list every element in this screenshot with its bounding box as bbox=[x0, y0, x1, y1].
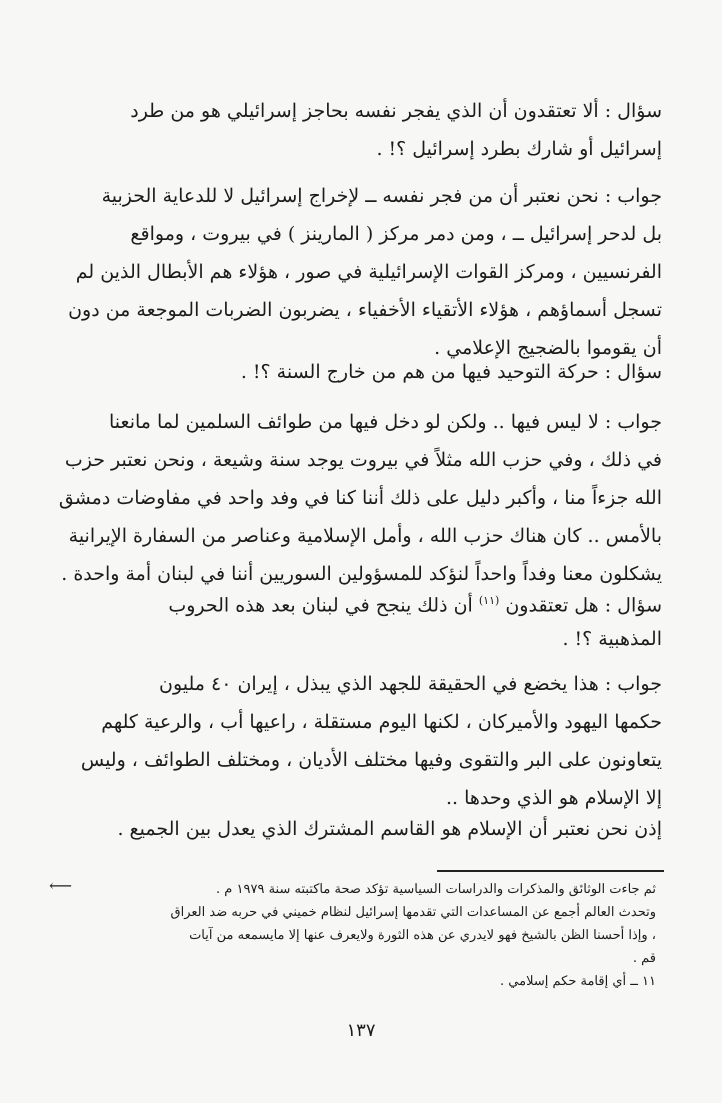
closing-line-1: إذن نحن نعتبر أن الإسلام هو القاسم المشترك الذي يعدل بين الجميع . bbox=[117, 818, 662, 840]
closing-statement bbox=[62, 810, 662, 848]
footnote-line-1: ثم جاءت الوثائق والمذكرات والدراسات السياسية تؤكد صحة ماكتبته سنة ١٩٧٩ م . bbox=[216, 882, 656, 897]
continuation-arrow-icon: ⟵ bbox=[49, 876, 72, 895]
answer-2-line-2: في ذلك ، وفي حزب الله مثلاً في بيروت يوجد سنة وشيعة ، ونحن نعتبر حزب bbox=[64, 449, 662, 471]
answer-3-line-1: جواب : هذا يخضع في الحقيقة للجهد الذي يبذل ، إيران ٤٠ مليون bbox=[158, 673, 662, 695]
answer-2-line-4: بالأمس .. كان هناك حزب الله ، وأمل الإسلامية وعناصر من السفارة الإيرانية bbox=[68, 525, 662, 547]
question-1 bbox=[62, 92, 662, 168]
footnote-line-4: قم . bbox=[632, 951, 656, 966]
answer-3-line-2: حكمها اليهود والأميركان ، لكنها اليوم مستقلة ، راعيها أب ، والرعية كلهم bbox=[101, 711, 662, 733]
question-3-line-2: المذهبية ؟! . bbox=[562, 628, 662, 650]
question-3-line-1-end: أن ذلك ينجح في لبنان بعد هذه الحروب bbox=[168, 594, 473, 617]
answer-1-line-3: الفرنسيين ، ومركز القوات الإسرائيلية في صور ، هؤلاء هم الأبطال الذين لم bbox=[75, 261, 662, 283]
question-3-line-1-start: سؤال : هل تعتقدون bbox=[505, 594, 662, 617]
answer-2-line-5: يشكلون معنا وفداً واحداً لنؤكد للمسؤولين السوريين أننا في لبنان أمة واحدة . bbox=[61, 563, 662, 585]
question-3-line-1 bbox=[62, 582, 662, 620]
answer-3-line-4: إلا الإسلام هو الذي وحدها .. bbox=[446, 787, 662, 809]
footnote-line-3: ، وإذا أحسنا الظن بالشيخ فهو لايدري عن هذه الثورة ولايعرف عنها إلا مايسمعه من آيات bbox=[189, 928, 656, 943]
footnote-11 bbox=[56, 970, 656, 993]
question-1-line-1: سؤال : ألا تعتقدون أن الذي يفجر نفسه بحاجز إسرائيلي هو من طرد bbox=[130, 100, 662, 122]
footnote-ref-11: (١١) bbox=[478, 594, 500, 607]
answer-1-line-4: تسجل أسماؤهم ، هؤلاء الأتقياء الأخفياء ، يضربون الضربات الموجعة من دون bbox=[68, 299, 662, 321]
answer-1-line-1: جواب : نحن نعتبر أن من فجر نفسه ــ لإخراج إسرائيل لا للدعاية الحزبية bbox=[101, 185, 662, 207]
answer-3-line-3: يتعاونون على البر والتقوى وفيها مختلف الأديان ، ومختلف الطوائف ، وليس bbox=[80, 749, 662, 771]
answer-2-line-3: الله جزءاً منا ، وأكبر دليل على ذلك أننا كنا في وفد واحد في مفاوضات دمشق bbox=[58, 487, 662, 509]
answer-3 bbox=[62, 665, 662, 817]
footnote-continuation bbox=[56, 878, 656, 970]
answer-1 bbox=[62, 177, 662, 367]
answer-2 bbox=[58, 403, 662, 593]
footnote-11-text: ١١ ــ أي إقامة حكم إسلامي . bbox=[500, 974, 656, 989]
answer-2-line-1: جواب : لا ليس فيها .. ولكن لو دخل فيها من طوائف السلمين لما مانعنا bbox=[109, 411, 662, 433]
answer-1-line-5: أن يقوموا بالضجيج الإعلامي . bbox=[434, 337, 662, 359]
footnote-line-2: وتحدث العالم أجمع عن المساعدات التي تقدمها إسرائيل لنظام خميني في حربه ضد العراق bbox=[170, 905, 656, 920]
question-2-line-1: سؤال : حركة التوحيد فيها من هم من خارج السنة ؟! . bbox=[240, 361, 662, 383]
question-3 bbox=[62, 582, 662, 658]
question-2 bbox=[62, 353, 662, 391]
answer-1-line-2: بل لدحر إسرائيل ــ ، ومن دمر مركز ( المارينز ) في بيروت ، ومواقع bbox=[130, 223, 662, 245]
question-1-line-2: إسرائيل أو شارك بطرد إسرائيل ؟! . bbox=[376, 138, 662, 160]
footnote-separator bbox=[437, 870, 664, 872]
page-number: ١٣٧ bbox=[346, 1020, 376, 1041]
